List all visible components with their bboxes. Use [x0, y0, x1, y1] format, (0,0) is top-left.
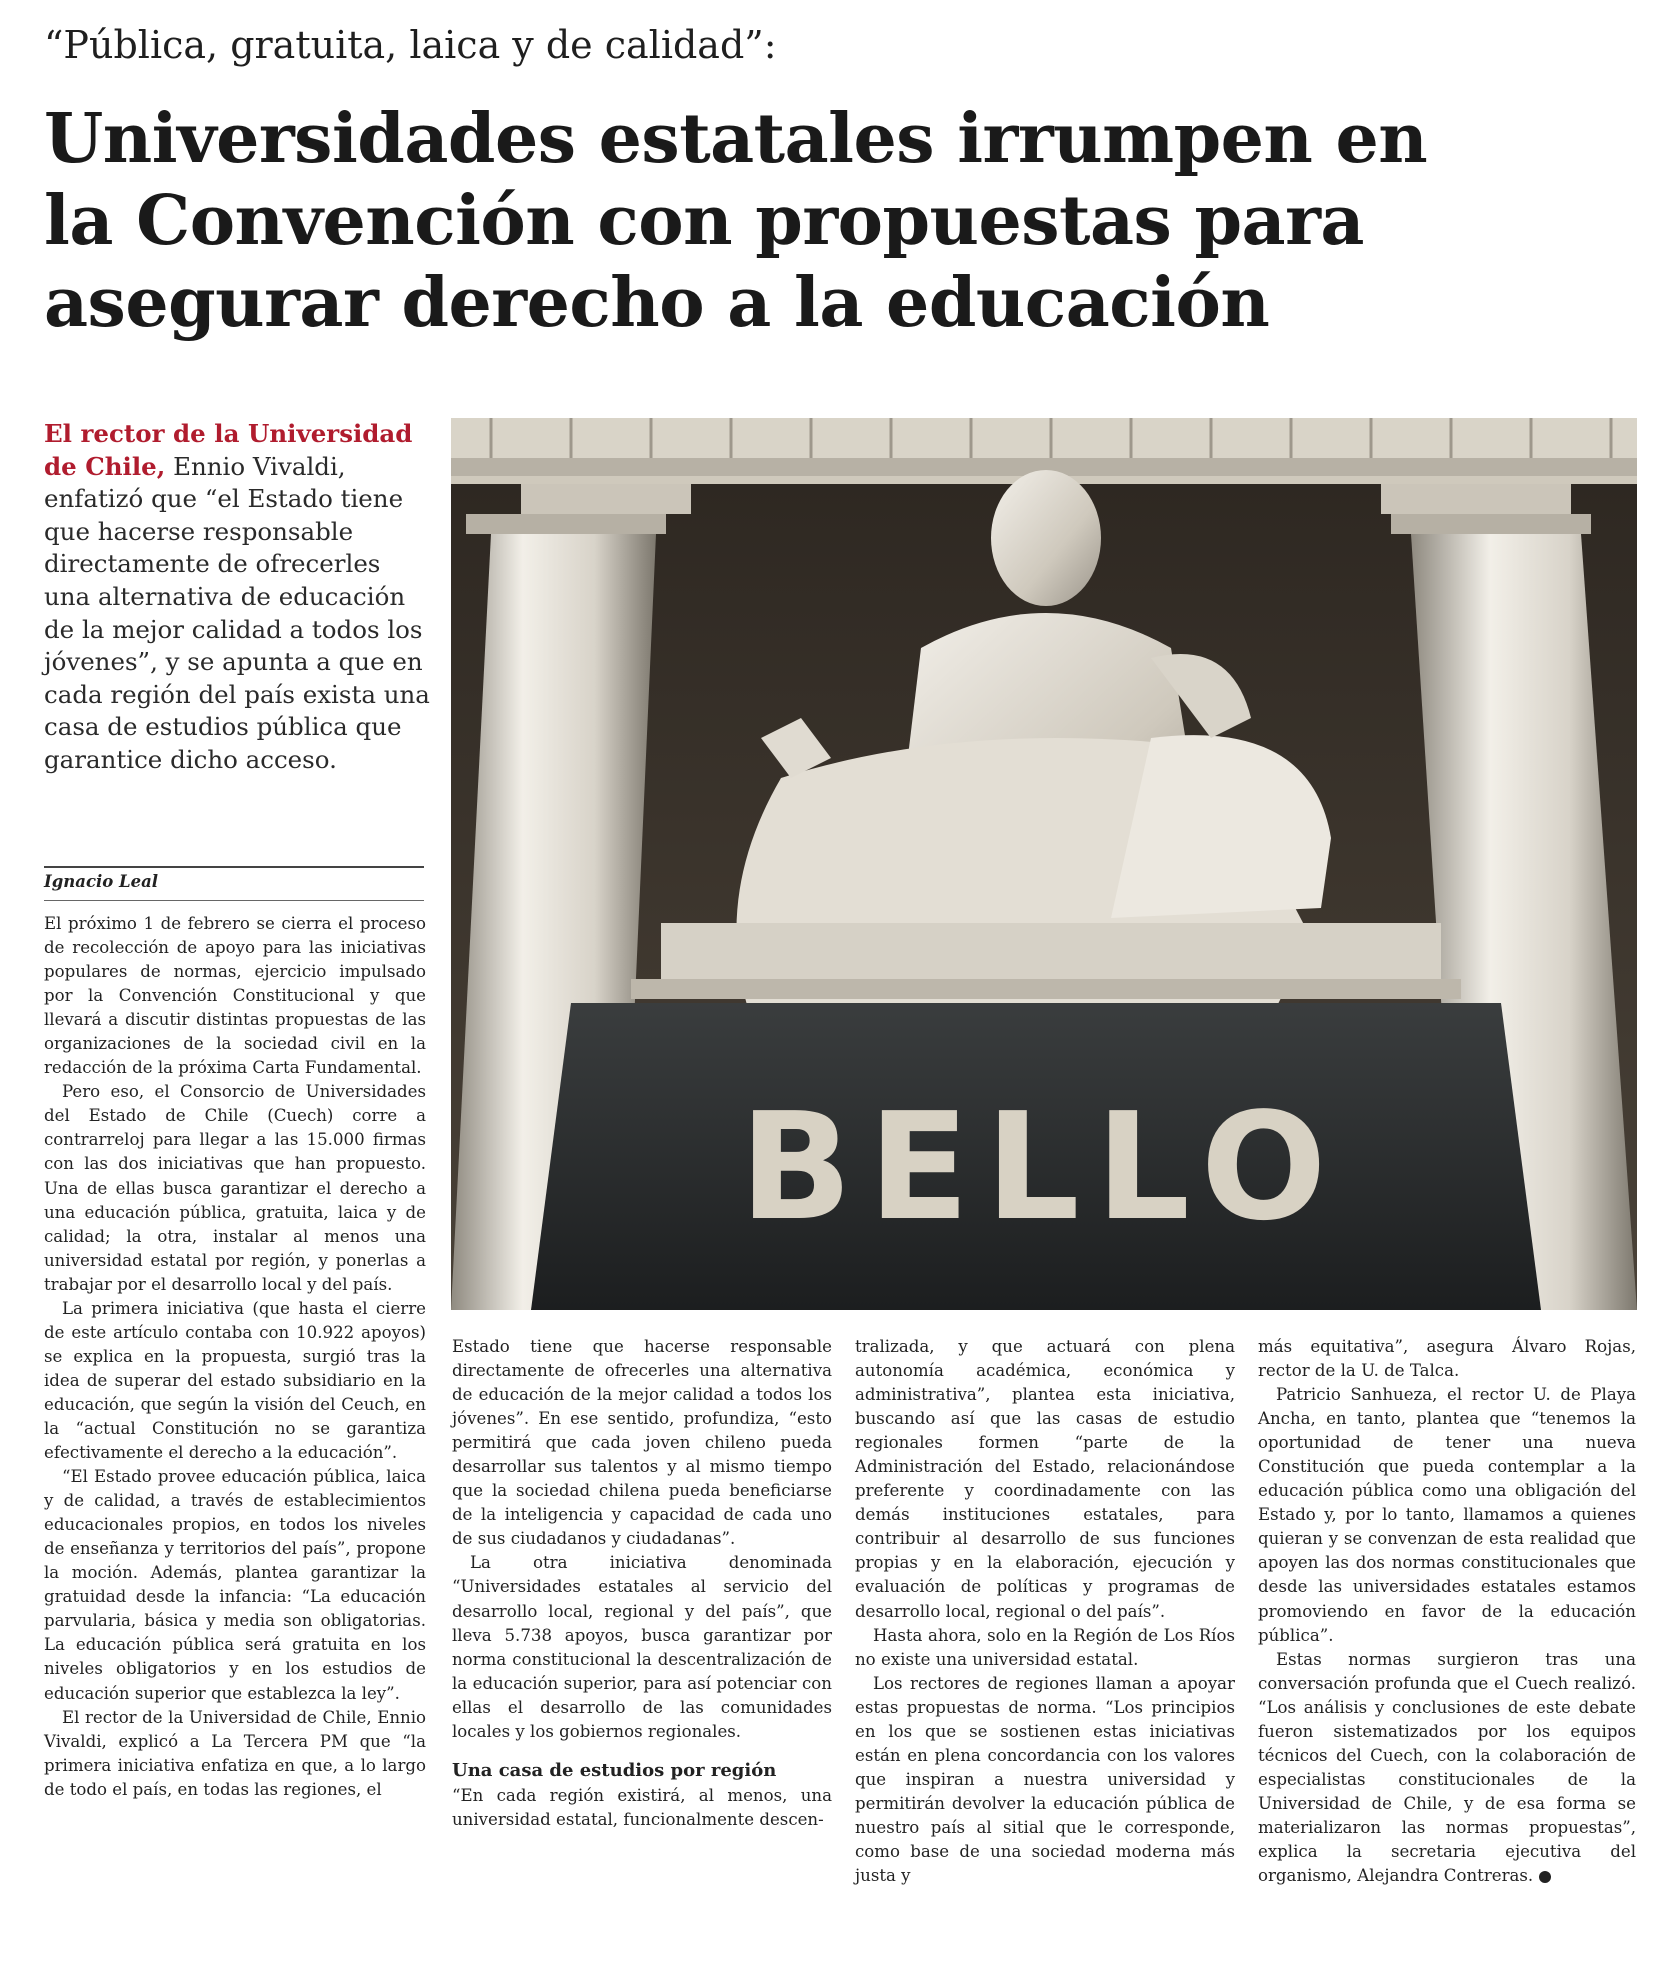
body-column-1	[44, 912, 426, 1802]
statue-illustration	[451, 418, 1637, 1310]
body-column-2	[452, 1335, 832, 1832]
end-mark-icon	[1539, 1871, 1551, 1883]
paragraph-text: Estas normas surgieron tras una conversación profunda que el Cuech realizó. “Los análisis y conclusiones de este debate fueron sistematizados por los equipos técnicos del Cuech, con la colaboración de especialistas constitucionales de la Universidad de Chile, y de esa forma se materializaron las normas propuestas”, explica la secretaria ejecutiva del organismo, Alejandra Contreras.	[1258, 1649, 1636, 1886]
headline-line-2: la Convención con propuestas para	[44, 181, 1364, 261]
paragraph	[1258, 1648, 1636, 1888]
paragraph: El rector de la Universidad de Chile, Ennio Vivaldi, explicó a La Tercera PM que “la primera iniciativa enfatiza en que, a lo largo de todo el país, en todas las regiones, el	[44, 1707, 426, 1799]
pedestal-inscription: BELLO	[739, 1081, 1343, 1253]
paragraph: Estado tiene que hacerse responsable directamente de ofrecerles una alternativa de educación de la mejor calidad a todos los jóvenes”. En ese sentido, profundiza, “esto permitirá que cada joven chileno pueda desarrollar sus talentos y al mismo tiempo que la sociedad chilena pueda beneficiarse de la inteligencia y capacidad de cada uno de sus ciudadanos y ciudadanas”.	[452, 1337, 832, 1549]
paragraph: La otra iniciativa denominada “Universidades estatales al servicio del desarrollo local, regional y del país”, que lleva 5.738 apoyos, busca garantizar por norma constitucional la descentralización de la educación superior, para así potenciar con ellas el desarrollo de las comunidades locales y los gobiernos regionales.	[452, 1553, 832, 1741]
byline-rule-bottom	[44, 900, 424, 901]
paragraph: Pero eso, el Consorcio de Universidades del Estado de Chile (Cuech) corre a contrarreloj para llegar a las 15.000 firmas con las dos iniciativas que han propuesto. Una de ellas busca garantizar el derecho a una educación pública, gratuita, laica y de calidad; la otra, instalar al menos una universidad estatal por región, y ponerlas a trabajar por el desarrollo local y del país.	[44, 1082, 426, 1294]
body-column-4	[1258, 1335, 1636, 1888]
byline: Ignacio Leal	[44, 872, 159, 891]
lead-text: Ennio Vivaldi, enfatizó que “el Estado tiene que hacerse responsable directamente de ofrecerles una alternativa de educación de la mejor calidad a todos los jóvenes”, y se apunta a que en cada región del país exista una casa de estudios pública que garantice dicho acceso.	[44, 451, 430, 774]
lead-paragraph	[44, 418, 434, 777]
paragraph: La primera iniciativa (que hasta el cierre de este artículo contaba con 10.922 apoyos) se explica en la propuesta, surgió tras la idea de superar del estado subsidiario en la educación, que según la visión del Ceuch, en la “actual Constitución no se garantiza efectivamente el derecho a la educación”.	[44, 1298, 426, 1463]
headline-line-3: asegurar derecho a la educación	[44, 263, 1270, 343]
subhead: Una casa de estudios por región	[452, 1759, 777, 1781]
headline-line-1: Universidades estatales irrumpen en	[44, 99, 1428, 179]
paragraph: Los rectores de regiones llaman a apoyar estas propuestas de norma. “Los principios en los que se sostienen estas iniciativas están en plena concordancia con los valores que inspiran a nuestra universidad y permitirán devolver la educación pública de nuestro país al sitial que le corresponde, como base de una sociedad moderna más justa y	[855, 1673, 1235, 1886]
paragraph: Patricio Sanhueza, el rector U. de Playa Ancha, en tanto, plantea que “tenemos la oportunidad de tener una nueva Constitución que pueda contemplar a la educación pública como una obligación del Estado y, por lo tanto, llamamos a quienes quieran y se convenzan de esta realidad que apoyen las dos normas constitucionales que desde las universidades estatales estamos promoviendo en favor de la educación pública”.	[1258, 1385, 1636, 1645]
kicker: “Pública, gratuita, laica y de calidad”:	[44, 23, 777, 67]
paragraph: “En cada región existirá, al menos, una universidad estatal, funcionalmente descen-	[452, 1785, 832, 1829]
photo-statue	[451, 418, 1637, 1310]
lead-highlight: El rector de la Universidad de Chile,	[44, 419, 413, 481]
headline	[44, 98, 1604, 344]
paragraph: tralizada, y que actuará con plena autonomía académica, económica y administrativa”, plantea esta iniciativa, buscando así que las casas de estudio regionales formen “parte de la Administración del Estado, relacionándose preferente y coordinadamente con las demás instituciones estatales, para contribuir al desarrollo de sus funciones propias y en la elaboración, ejecución y evaluación de políticas y programas de desarrollo local, regional o del país”.	[855, 1337, 1235, 1621]
paragraph: Hasta ahora, solo en la Región de Los Ríos no existe una universidad estatal.	[855, 1625, 1235, 1669]
paragraph: El próximo 1 de febrero se cierra el proceso de recolección de apoyo para las iniciativas populares de normas, ejercicio impulsado por la Convención Constitucional y que llevará a discutir distintas propuestas de las organizaciones de la sociedad civil en la redacción de la próxima Carta Fundamental.	[44, 914, 426, 1078]
paragraph: “El Estado provee educación pública, laica y de calidad, a través de establecimientos educacionales propios, en todos los niveles de enseñanza y territorios del país”, propone la moción. Además, plantea garantizar la gratuidad desde la infancia: “La educación parvularia, básica y media son obligatorias. La educación pública será gratuita en los niveles obligatorios y en los estudios de educación superior que establezca la ley”.	[44, 1467, 426, 1703]
body-column-3	[855, 1335, 1235, 1888]
byline-rule-top	[44, 866, 424, 868]
paragraph: más equitativa”, asegura Álvaro Rojas, rector de la U. de Talca.	[1258, 1337, 1636, 1381]
